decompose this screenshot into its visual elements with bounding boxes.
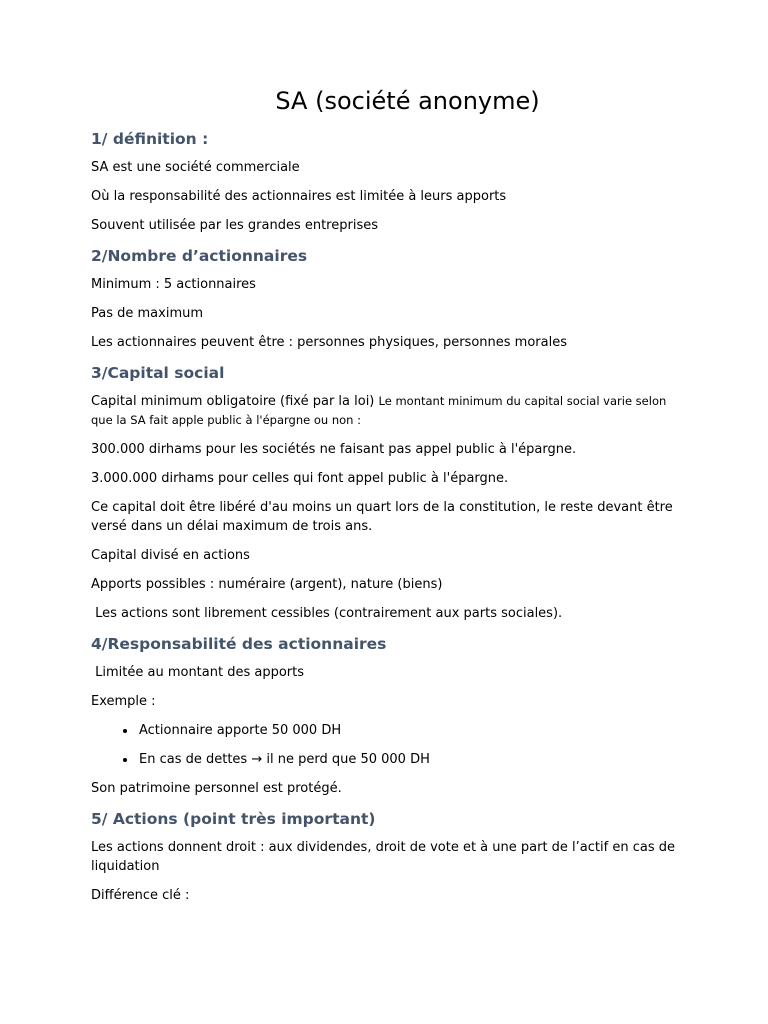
paragraph: Les actions donnent droit : aux dividendes, droit de vote et à une part de l’actif en cas de liquidation	[91, 840, 675, 874]
paragraph: Pas de maximum	[91, 306, 204, 321]
paragraph: Souvent utilisée par les grandes entreprises	[91, 218, 378, 233]
section-heading: 3/Capital social	[91, 364, 225, 382]
paragraph: Différence clé :	[91, 888, 190, 903]
section-actions	[91, 808, 684, 905]
section-definition	[91, 128, 684, 235]
paragraph: Limitée au montant des apports	[91, 665, 305, 680]
paragraph: Les actions sont librement cessibles (contrairement aux parts sociales).	[91, 606, 563, 621]
section-heading: 2/Nombre d’actionnaires	[91, 247, 308, 265]
document-title: SA (société anonyme)	[275, 87, 540, 115]
paragraph: 300.000 dirhams pour les sociétés ne faisant pas appel public à l'épargne.	[91, 442, 577, 457]
bullet-item: • En cas de dettes → il ne perd que 50 000 DH	[137, 750, 684, 769]
section-heading: 4/Responsabilité des actionnaires	[91, 635, 387, 653]
section-heading: 1/ définition :	[91, 130, 209, 148]
paragraph: Minimum : 5 actionnaires	[91, 277, 256, 292]
paragraph: Les actionnaires peuvent être : personnes physiques, personnes morales	[91, 335, 567, 350]
paragraph: Capital divisé en actions	[91, 548, 250, 563]
paragraph: SA est une société commerciale	[91, 160, 300, 175]
capital-note-text: Le montant minimum du capital social varie selon que la SA fait apple public à l'épargne ou non :	[91, 394, 667, 427]
paragraph: 3.000.000 dirhams pour celles qui font appel public à l'épargne.	[91, 471, 509, 486]
capital-paragraph	[91, 392, 684, 430]
section-capital-social	[91, 362, 684, 623]
bullet-item: • Actionnaire apporte 50 000 DH	[137, 721, 684, 740]
section-heading: 5/ Actions (point très important)	[91, 810, 376, 828]
example-bullet-list	[91, 721, 684, 769]
paragraph: Exemple :	[91, 694, 156, 709]
capital-main-text: Capital minimum obligatoire (fixé par la loi)	[91, 394, 379, 409]
section-responsabilite	[91, 633, 684, 798]
paragraph: Ce capital doit être libéré d'au moins un quart lors de la constitution, le reste devant être versé dans un délai maximum de trois ans.	[91, 500, 673, 534]
paragraph: Apports possibles : numéraire (argent), nature (biens)	[91, 577, 443, 592]
paragraph: Où la responsabilité des actionnaires est limitée à leurs apports	[91, 189, 507, 204]
section-nombre-actionnaires	[91, 245, 684, 352]
paragraph: Son patrimoine personnel est protégé.	[91, 781, 342, 796]
